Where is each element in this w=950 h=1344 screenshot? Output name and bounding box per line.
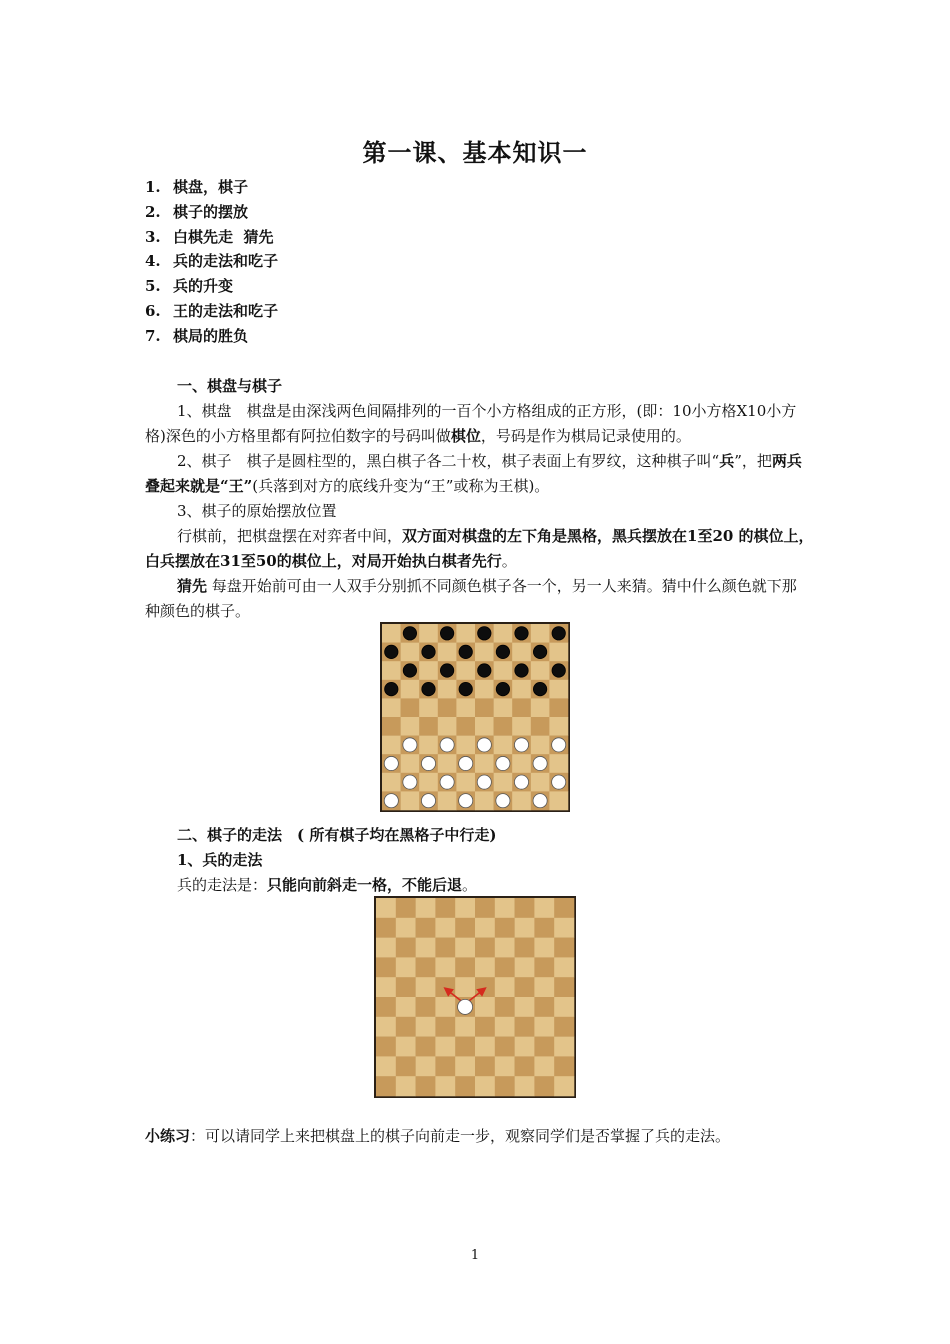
toc-item: [145, 201, 278, 226]
page-title: 第一课、基本知识一: [362, 138, 588, 167]
light-square: [495, 1017, 515, 1037]
white-piece: [421, 756, 435, 770]
light-square: [382, 624, 401, 643]
light-square: [534, 1056, 554, 1076]
dark-square: [494, 717, 513, 736]
light-square: [494, 698, 513, 717]
dark-square: [435, 1017, 455, 1037]
pawn-move-board: [374, 896, 576, 1102]
toc-text: 王的走法和吃子: [173, 301, 279, 320]
light-square: [376, 977, 396, 997]
board-term: 棋位: [450, 427, 481, 445]
light-square: [475, 957, 495, 977]
light-square: [455, 1017, 475, 1037]
light-square: [475, 997, 495, 1017]
light-square: [554, 957, 574, 977]
white-piece: [384, 794, 398, 808]
white-piece: [477, 775, 491, 789]
light-square: [554, 1076, 574, 1096]
light-square: [512, 643, 531, 662]
light-square: [419, 624, 438, 643]
dark-square: [382, 717, 401, 736]
light-square: [456, 736, 475, 755]
pawn-move-text: 兵的走法是：: [177, 876, 268, 894]
light-square: [438, 643, 457, 662]
light-square: [416, 1017, 436, 1037]
light-square: [534, 977, 554, 997]
practice-text: ：可以请同学上来把棋盘上的棋子向前走一步，观察同学们是否掌握了兵的走法。: [190, 1127, 731, 1145]
light-square: [475, 680, 494, 699]
toc-text: 兵的走法和吃子: [173, 252, 279, 271]
dark-square: [416, 957, 436, 977]
dark-square: [495, 997, 515, 1017]
table-of-contents: [145, 176, 278, 350]
light-square: [531, 624, 550, 643]
white-piece: [496, 756, 510, 770]
white-piece: [458, 999, 473, 1014]
light-square: [455, 938, 475, 958]
toc-item: [145, 176, 278, 201]
black-piece: [403, 627, 416, 640]
light-square: [456, 773, 475, 792]
dark-square: [475, 938, 495, 958]
black-piece: [422, 682, 435, 695]
light-square: [455, 1056, 475, 1076]
black-piece: [552, 627, 565, 640]
light-square: [515, 957, 535, 977]
toc-text: 兵的升变: [173, 277, 234, 296]
dark-square: [376, 997, 396, 1017]
black-piece: [385, 682, 398, 695]
light-square: [494, 624, 513, 643]
dark-square: [534, 1076, 554, 1096]
light-square: [416, 938, 436, 958]
black-piece: [533, 645, 546, 658]
light-square: [531, 773, 550, 792]
light-square: [456, 661, 475, 680]
light-square: [419, 698, 438, 717]
light-square: [515, 1037, 535, 1057]
light-square: [495, 1056, 515, 1076]
dark-square: [396, 898, 416, 918]
white-piece: [496, 794, 510, 808]
light-square: [494, 773, 513, 792]
light-square: [376, 1017, 396, 1037]
section1-heading: 一、棋盘与棋子: [177, 377, 283, 395]
black-piece: [403, 664, 416, 677]
toc-item: [145, 300, 278, 325]
section2-heading: 二、棋子的走法 ( 所有棋子均在黑格子中行走): [177, 826, 497, 844]
dark-square: [475, 698, 494, 717]
setup-text: 行棋前，把棋盘摆在对弈者中间，: [177, 527, 403, 545]
light-square: [534, 898, 554, 918]
light-square: [396, 957, 416, 977]
dark-square: [515, 1056, 535, 1076]
dark-square: [376, 918, 396, 938]
pawn-move-line: [177, 874, 477, 895]
black-piece: [422, 645, 435, 658]
black-piece: [533, 682, 546, 695]
toc-number: 4.: [145, 252, 161, 271]
black-piece: [515, 664, 528, 677]
dark-square: [456, 717, 475, 736]
guess-paragraph: [145, 574, 808, 624]
light-square: [549, 754, 568, 773]
light-square: [435, 997, 455, 1017]
dark-square: [515, 938, 535, 958]
dark-square: [475, 1017, 495, 1037]
light-square: [396, 1076, 416, 1096]
dark-square: [515, 977, 535, 997]
light-square: [382, 661, 401, 680]
light-square: [531, 698, 550, 717]
setup-text-end: 。: [501, 552, 517, 570]
pawn-move-rule: 只能向前斜走一格，不能后退: [267, 876, 463, 894]
light-square: [475, 754, 494, 773]
light-square: [495, 898, 515, 918]
white-piece: [440, 775, 454, 789]
dark-square: [396, 1017, 416, 1037]
dark-square: [396, 938, 416, 958]
light-square: [396, 918, 416, 938]
dark-square: [554, 1017, 574, 1037]
light-square: [554, 1037, 574, 1057]
toc-text: 棋局的胜负: [173, 326, 249, 345]
white-piece: [514, 775, 528, 789]
light-square: [475, 791, 494, 810]
dark-square: [515, 898, 535, 918]
light-square: [554, 918, 574, 938]
toc-number: 7.: [145, 326, 161, 345]
black-piece: [496, 645, 509, 658]
dark-square: [376, 957, 396, 977]
toc-item: [145, 325, 278, 350]
toc-item: [145, 226, 278, 251]
dark-square: [435, 1056, 455, 1076]
light-square: [396, 1037, 416, 1057]
practice-paragraph: [145, 1124, 825, 1149]
black-piece: [478, 627, 491, 640]
light-square: [401, 643, 420, 662]
light-square: [416, 898, 436, 918]
dark-square: [475, 898, 495, 918]
black-piece: [459, 682, 472, 695]
light-square: [376, 898, 396, 918]
light-square: [534, 938, 554, 958]
dark-square: [416, 1076, 436, 1096]
black-piece: [385, 645, 398, 658]
white-piece: [440, 738, 454, 752]
board-paragraph: [145, 399, 808, 449]
setup-rule: 双方面对棋盘的左下角是黑格，黑兵摆放在1至20 的棋位上， 白兵摆放在31至50的棋位上，对局开始执白棋者先行: [145, 527, 822, 570]
practice-label: 小练习: [145, 1127, 191, 1145]
white-piece: [552, 738, 566, 752]
black-piece: [478, 664, 491, 677]
light-square: [435, 957, 455, 977]
setup-heading: 3、棋子的原始摆放位置: [177, 502, 337, 520]
toc-text: 白棋先走 猜先: [173, 227, 274, 246]
light-square: [438, 680, 457, 699]
light-square: [512, 717, 531, 736]
white-piece: [533, 794, 547, 808]
dark-square: [435, 898, 455, 918]
light-square: [382, 773, 401, 792]
light-square: [512, 680, 531, 699]
light-square: [376, 938, 396, 958]
light-square: [435, 1076, 455, 1096]
light-square: [456, 624, 475, 643]
dark-square: [512, 698, 531, 717]
toc-item: [145, 275, 278, 300]
dark-square: [396, 977, 416, 997]
dark-square: [515, 1017, 535, 1037]
pawn-move-diagram: [374, 896, 576, 1098]
page-number: 1: [470, 1248, 480, 1263]
light-square: [475, 1076, 495, 1096]
light-square: [549, 643, 568, 662]
toc-number: 3.: [145, 227, 161, 246]
king-term: 两兵叠起来就是“王”: [145, 452, 802, 495]
dark-square: [455, 957, 475, 977]
dark-square: [455, 1037, 475, 1057]
light-square: [401, 791, 420, 810]
light-square: [396, 997, 416, 1017]
dark-square: [495, 918, 515, 938]
pawn-term: 兵: [719, 452, 735, 470]
dark-square: [416, 997, 436, 1017]
dark-square: [419, 717, 438, 736]
light-square: [494, 736, 513, 755]
black-piece: [515, 627, 528, 640]
light-square: [382, 736, 401, 755]
white-piece: [403, 738, 417, 752]
dark-square: [534, 918, 554, 938]
dark-square: [549, 698, 568, 717]
pieces-text-end: (兵落到对方的底线升变为“王”或称为王棋)。: [252, 477, 550, 495]
white-piece: [514, 738, 528, 752]
dark-square: [554, 1056, 574, 1076]
light-square: [455, 977, 475, 997]
board-text-end: ，号码是作为棋局记录使用的。: [480, 427, 691, 445]
light-square: [531, 736, 550, 755]
toc-number: 1.: [145, 178, 161, 196]
light-square: [455, 898, 475, 918]
light-square: [515, 918, 535, 938]
initial-position-board: [380, 622, 570, 816]
light-square: [475, 1037, 495, 1057]
pawn-move-heading: 1、兵的走法: [177, 851, 263, 869]
light-square: [438, 791, 457, 810]
toc-text: 棋子的摆放: [173, 202, 249, 221]
guess-text: 每盘开始前可由一人双手分别抓不同颜色棋子各一个，另一人来猜。猜中什么颜色就下那种颜色的棋子。: [145, 577, 797, 620]
light-square: [475, 918, 495, 938]
dark-square: [416, 1037, 436, 1057]
white-piece: [459, 756, 473, 770]
light-square: [416, 977, 436, 997]
light-square: [419, 736, 438, 755]
white-piece: [533, 756, 547, 770]
toc-number: 6.: [145, 301, 161, 320]
initial-position-diagram: [380, 622, 570, 812]
dark-square: [376, 1076, 396, 1096]
dark-square: [455, 1076, 475, 1096]
dark-square: [531, 717, 550, 736]
dark-square: [401, 698, 420, 717]
light-square: [382, 698, 401, 717]
light-square: [438, 717, 457, 736]
white-piece: [459, 794, 473, 808]
white-piece: [403, 775, 417, 789]
toc-item: [145, 250, 278, 275]
black-piece: [440, 627, 453, 640]
light-square: [438, 754, 457, 773]
setup-paragraph: [145, 524, 822, 574]
light-square: [435, 918, 455, 938]
light-square: [549, 680, 568, 699]
light-square: [494, 661, 513, 680]
light-square: [419, 773, 438, 792]
dark-square: [495, 957, 515, 977]
guess-term: 猜先: [177, 577, 208, 595]
light-square: [401, 680, 420, 699]
dark-square: [495, 1076, 515, 1096]
dark-square: [438, 698, 457, 717]
light-square: [515, 997, 535, 1017]
black-piece: [496, 682, 509, 695]
black-piece: [459, 645, 472, 658]
dark-square: [554, 938, 574, 958]
light-square: [416, 1056, 436, 1076]
dark-square: [534, 997, 554, 1017]
light-square: [554, 997, 574, 1017]
light-square: [456, 698, 475, 717]
white-piece: [421, 794, 435, 808]
light-square: [512, 754, 531, 773]
light-square: [534, 1017, 554, 1037]
dark-square: [376, 1037, 396, 1057]
toc-text: 棋盘，棋子: [173, 178, 249, 196]
dark-square: [475, 1056, 495, 1076]
toc-number: 2.: [145, 202, 161, 221]
dark-square: [416, 918, 436, 938]
light-square: [549, 717, 568, 736]
light-square: [401, 717, 420, 736]
toc-number: 5.: [145, 277, 161, 296]
white-piece: [477, 738, 491, 752]
white-piece: [552, 775, 566, 789]
dark-square: [495, 1037, 515, 1057]
pieces-text: 2、棋子 棋子是圆柱型的，黑白棋子各二十枚，棋子表面上有罗纹，这种棋子叫“: [177, 452, 720, 470]
light-square: [401, 754, 420, 773]
dark-square: [534, 1037, 554, 1057]
light-square: [531, 661, 550, 680]
dark-square: [554, 898, 574, 918]
pawn-move-end: 。: [462, 876, 478, 894]
dark-square: [396, 1056, 416, 1076]
pieces-text-mid: ”，把: [734, 452, 772, 470]
light-square: [515, 1076, 535, 1096]
dark-square: [435, 938, 455, 958]
light-square: [495, 938, 515, 958]
light-square: [475, 643, 494, 662]
board-text: 1、棋盘 棋盘是由深浅两色间隔排列的一百个小方格组成的正方形，(即：10小方格X10小方格)深色的小方格里都有阿拉伯数字的号码叫做: [145, 402, 797, 445]
light-square: [495, 977, 515, 997]
light-square: [512, 791, 531, 810]
black-piece: [552, 664, 565, 677]
light-square: [549, 791, 568, 810]
pieces-paragraph: [145, 449, 808, 499]
dark-square: [554, 977, 574, 997]
white-piece: [384, 756, 398, 770]
dark-square: [455, 918, 475, 938]
dark-square: [534, 957, 554, 977]
light-square: [475, 717, 494, 736]
black-piece: [440, 664, 453, 677]
light-square: [435, 1037, 455, 1057]
light-square: [376, 1056, 396, 1076]
light-square: [419, 661, 438, 680]
